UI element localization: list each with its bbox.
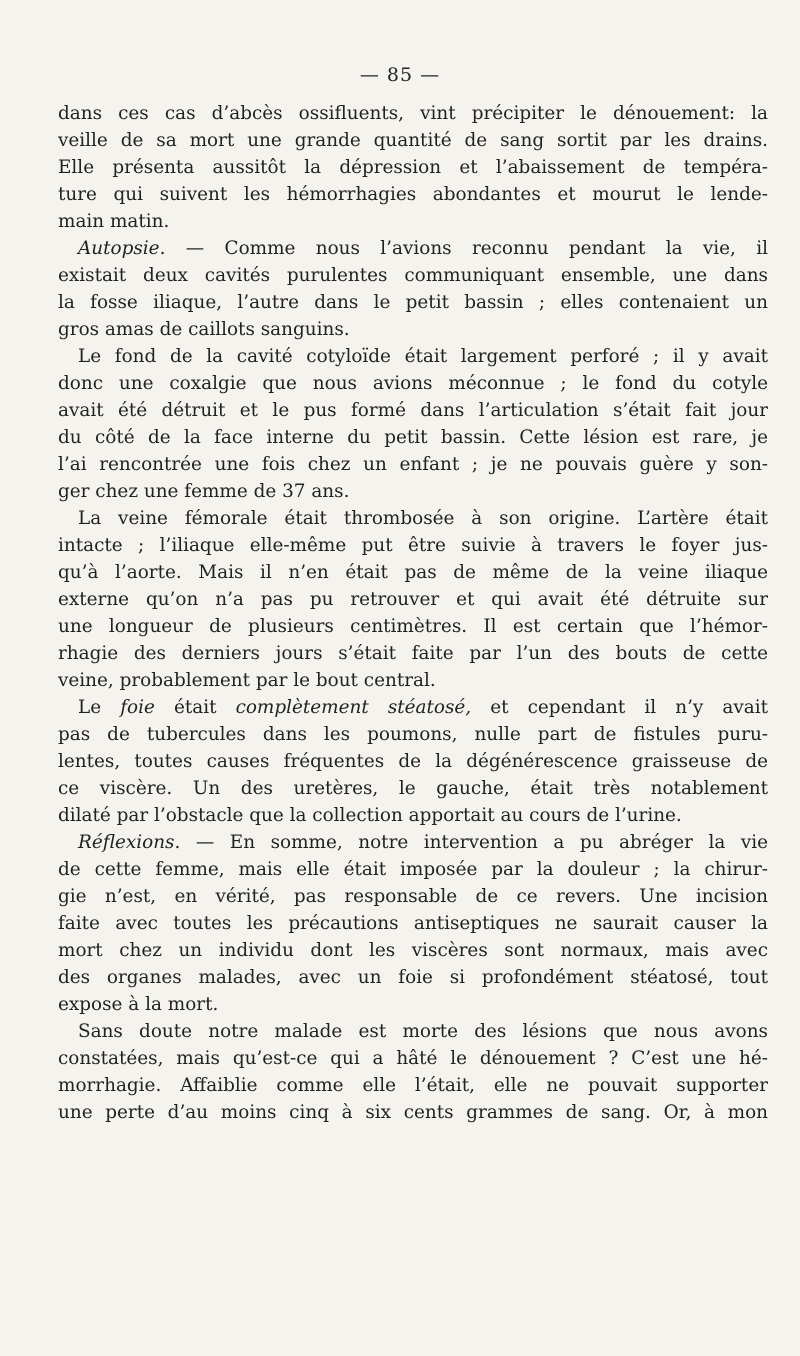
text-line	[58, 1018, 768, 1045]
text-run: la fosse iliaque, l’autre dans le petit bassin ; elles contenaient un	[58, 292, 768, 313]
text-run: ger chez une femme de 37 ans.	[58, 481, 350, 502]
text-run: expose à la mort.	[58, 994, 219, 1015]
italic-run: complètement stéatosé,	[235, 697, 472, 718]
text-line	[58, 451, 768, 478]
text-run: gros amas de caillots sanguins.	[58, 319, 350, 340]
text-run: — Comme nous l’avions reconnu pendant la vie, il	[165, 238, 768, 259]
text-run: — En somme, notre intervention a pu abréger la vie	[180, 832, 768, 853]
text-run: donc une coxalgie que nous avions méconnue ; le fond du cotyle	[58, 373, 768, 394]
text-run: une longueur de plusieurs centimètres. Il est certain que l’hémor-	[58, 616, 768, 637]
text-line	[58, 397, 768, 424]
page-number: — 85 —	[359, 64, 441, 86]
text-run: dilaté par l’obstacle que la collection apportait au cours de l’urine.	[58, 805, 682, 826]
text-line	[58, 937, 768, 964]
text-line	[58, 262, 768, 289]
text-line	[58, 802, 768, 829]
text-line	[58, 964, 768, 991]
text-line	[58, 613, 768, 640]
text-run: externe qu’on n’a pas pu retrouver et qui avait été détruite sur	[58, 589, 768, 610]
text-run: l’ai rencontrée une fois chez un enfant ; je ne pouvais guère y son-	[58, 454, 768, 475]
text-line	[58, 370, 768, 397]
text-run: avait été détruit et le pus formé dans l’articulation s’était fait jour	[58, 400, 768, 421]
text-line	[58, 100, 768, 127]
text-run: faite avec toutes les précautions antiseptiques ne saurait causer la	[58, 913, 768, 934]
text-line	[58, 289, 768, 316]
text-run: des organes malades, avec un foie si profondément stéatosé, tout	[58, 967, 768, 988]
text-line	[58, 640, 768, 667]
text-line	[58, 856, 768, 883]
body-text	[58, 100, 768, 1126]
text-run: une perte d’au moins cinq à six cents grammes de sang. Or, à mon	[58, 1102, 768, 1123]
text-line	[58, 181, 768, 208]
text-line	[58, 667, 768, 694]
text-run: et cependant il n’y avait	[471, 697, 768, 718]
text-line	[58, 586, 768, 613]
text-line	[58, 532, 768, 559]
text-run: dans ces cas d’abcès ossifluents, vint précipiter le dénouement: la	[58, 103, 768, 124]
text-run: intacte ; l’iliaque elle-même put être suivie à travers le foyer jus-	[58, 535, 768, 556]
text-line	[58, 883, 768, 910]
text-line	[58, 127, 768, 154]
text-line	[58, 1045, 768, 1072]
text-line	[58, 154, 768, 181]
text-line	[58, 235, 768, 262]
text-line	[58, 424, 768, 451]
italic-run: foie	[120, 697, 155, 718]
text-run: Le	[78, 697, 121, 718]
text-run: du côté de la face interne du petit bassin. Cette lésion est rare, je	[58, 427, 768, 448]
text-line	[58, 478, 768, 505]
text-line	[58, 775, 768, 802]
text-line	[58, 1072, 768, 1099]
text-line	[58, 505, 768, 532]
text-run: existait deux cavités purulentes communiquant ensemble, une dans	[58, 265, 768, 286]
text-run: La veine fémorale était thrombosée à son origine. L’artère était	[78, 508, 768, 529]
text-run: veine, probablement par le bout central.	[58, 670, 436, 691]
text-run: Elle présenta aussitôt la dépression et l’abaissement de tempéra-	[58, 157, 768, 178]
text-line	[58, 694, 768, 721]
text-run: lentes, toutes causes fréquentes de la dégénérescence graisseuse de	[58, 751, 768, 772]
text-line	[58, 559, 768, 586]
text-line	[58, 910, 768, 937]
text-run: main matin.	[58, 211, 170, 232]
text-run: de cette femme, mais elle était imposée par la douleur ; la chirur-	[58, 859, 768, 880]
text-run: veille de sa mort une grande quantité de sang sortit par les drains.	[58, 130, 768, 151]
text-line	[58, 748, 768, 775]
text-run: qu’à l’aorte. Mais il n’en était pas de même de la veine iliaque	[58, 562, 768, 583]
text-run: mort chez un individu dont les viscères sont normaux, mais avec	[58, 940, 768, 961]
text-run: ture qui suivent les hémorrhagies abondantes et mourut le lende-	[58, 184, 768, 205]
text-run: était	[154, 697, 236, 718]
text-line	[58, 208, 768, 235]
text-line	[58, 721, 768, 748]
text-line	[58, 829, 768, 856]
text-run: constatées, mais qu’est-ce qui a hâté le dénouement ? C’est une hé-	[58, 1048, 768, 1069]
text-run: gie n’est, en vérité, pas responsable de ce revers. Une incision	[58, 886, 768, 907]
text-line	[58, 1099, 768, 1126]
italic-run: Réflexions.	[78, 832, 181, 853]
text-run: morrhagie. Affaiblie comme elle l’était, elle ne pouvait supporter	[58, 1075, 768, 1096]
text-run: ce viscère. Un des uretères, le gauche, était très notablement	[58, 778, 768, 799]
text-run: rhagie des derniers jours s’était faite par l’un des bouts de cette	[58, 643, 768, 664]
text-line	[58, 991, 768, 1018]
italic-run: Autopsie.	[78, 238, 166, 259]
text-run: pas de tubercules dans les poumons, nulle part de fistules puru-	[58, 724, 768, 745]
text-run: Sans doute notre malade est morte des lésions que nous avons	[78, 1021, 768, 1042]
text-line	[58, 343, 768, 370]
text-line	[58, 316, 768, 343]
text-run: Le fond de la cavité cotyloïde était largement perforé ; il y avait	[78, 346, 768, 367]
